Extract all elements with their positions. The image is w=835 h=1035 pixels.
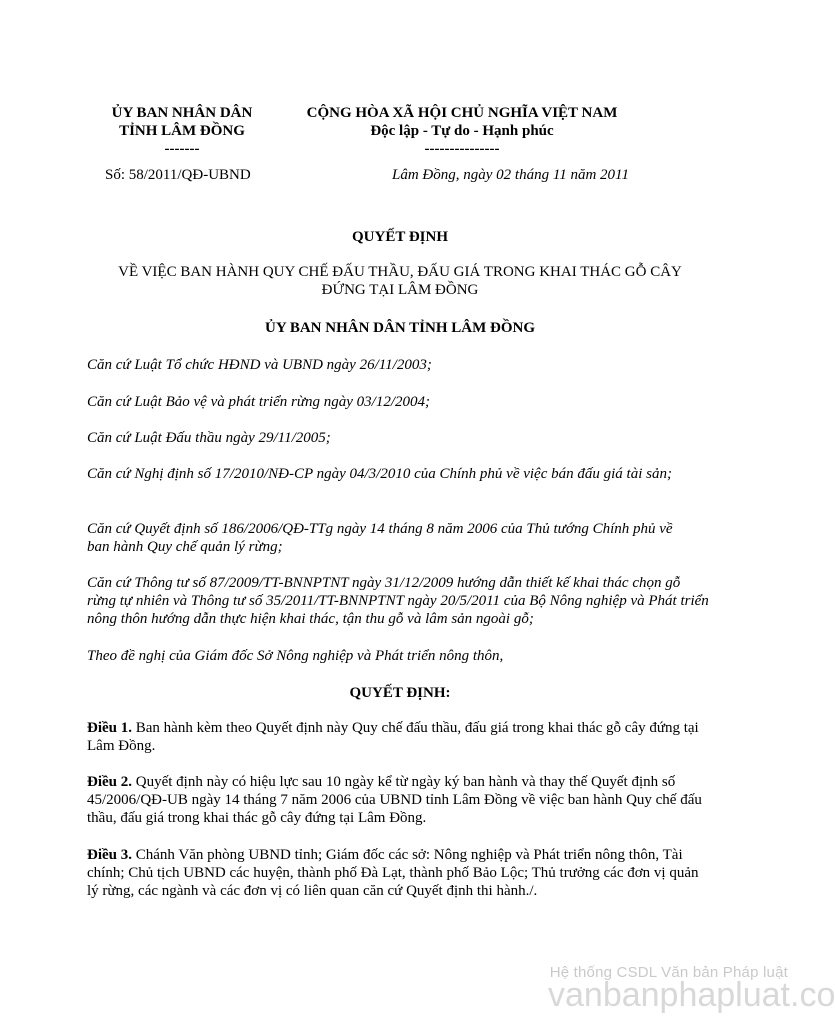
article-text: Ban hành kèm theo Quyết định này Quy chế đấu thầu, đấu giá trong khai thác gỗ cây đứng tại Lâm Đồng.: [87, 720, 699, 754]
preamble-item: Căn cứ Luật Bảo vệ và phát triển rừng ngày 03/12/2004;: [87, 394, 430, 410]
place-and-date: Lâm Đồng, ngày 02 tháng 11 năm 2011: [392, 167, 629, 183]
motto: Độc lập - Tự do - Hạnh phúc: [370, 123, 554, 139]
document-title: QUYẾT ĐỊNH: [352, 229, 448, 245]
issuing-agency-block: [92, 104, 272, 158]
country-name: CỘNG HÒA XÃ HỘI CHỦ NGHĨA VIỆT NAM: [306, 105, 618, 121]
preamble-item: Căn cứ Luật Tổ chức HĐND và UBND ngày 26/11/2003;: [87, 357, 432, 373]
preamble-item: Căn cứ Nghị định số 17/2010/NĐ-CP ngày 04/3/2010 của Chính phủ về việc bán đấu giá tài sản;: [87, 466, 672, 482]
preamble-item: Căn cứ Luật Đấu thầu ngày 29/11/2005;: [87, 430, 331, 446]
agency-name-line1: ỦY BAN NHÂN DÂN: [111, 105, 253, 121]
decision-heading: QUYẾT ĐỊNH:: [349, 685, 451, 701]
article-text: Quyết định này có hiệu lực sau 10 ngày kể từ ngày ký ban hành và thay thế Quyết định số 45/2006/QĐ-UB ngày 14 tháng 7 năm 2006 của UBND tỉnh Lâm Đồng về việc ban hành Quy chế đấu thầu, đấu giá trong khai thác gỗ cây đứng tại Lâm Đồng.: [87, 774, 702, 826]
article-1: [87, 719, 702, 755]
watermark-site: vanbanphapluat.co: [548, 976, 835, 1014]
preamble-item: Căn cứ Quyết định số 186/2006/QĐ-TTg ngày 14 tháng 8 năm 2006 của Thủ tướng Chính phủ về ban hành Quy chế quản lý rừng;: [87, 521, 673, 555]
article-text: Chánh Văn phòng UBND tỉnh; Giám đốc các sở: Nông nghiệp và Phát triển nông thôn, Tài chính; Chủ tịch UBND các huyện, thành phố Đà Lạt, thành phố Bảo Lộc; Thủ trưởng các đơn vị quản lý rừng, các ngành và các đơn vị có liên quan căn cứ Quyết định thi hành./.: [87, 847, 699, 899]
subject-line2: ĐỨNG TẠI LÂM ĐỒNG: [321, 282, 479, 298]
article-label: Điều 2.: [87, 774, 132, 790]
motto-separator: ---------------: [424, 141, 500, 157]
agency-name-line2: TỈNH LÂM ĐỒNG: [119, 123, 245, 139]
agency-separator: -------: [164, 141, 200, 157]
article-label: Điều 1.: [87, 720, 132, 736]
article-3: [87, 846, 712, 900]
article-2: [87, 773, 712, 827]
national-motto-block: [282, 104, 642, 158]
document-number: Số: 58/2011/QĐ-UBND: [105, 167, 251, 183]
authority-heading: ỦY BAN NHÂN DÂN TỈNH LÂM ĐỒNG: [264, 320, 535, 336]
preamble-item: Theo đề nghị của Giám đốc Sở Nông nghiệp và Phát triển nông thôn,: [87, 648, 504, 664]
article-label: Điều 3.: [87, 847, 132, 863]
watermark-caption: Hệ thống CSDL Văn bản Pháp luật: [549, 964, 788, 981]
subject-line1: VỀ VIỆC BAN HÀNH QUY CHẾ ĐẤU THẦU, ĐẤU GIÁ TRONG KHAI THÁC GỖ CÂY: [118, 264, 682, 280]
preamble-item: Căn cứ Thông tư số 87/2009/TT-BNNPTNT ngày 31/12/2009 hướng dẫn thiết kế khai thác chọn gỗ rừng tự nhiên và Thông tư số 35/2011/TT-BNNPTNT ngày 20/5/2011 của Bộ Nông nghiệp và Phát triển nông thôn hướng dẫn thực hiện khai thác, tận thu gỗ và lâm sản ngoài gỗ;: [87, 575, 709, 627]
document-subject: [60, 263, 740, 299]
